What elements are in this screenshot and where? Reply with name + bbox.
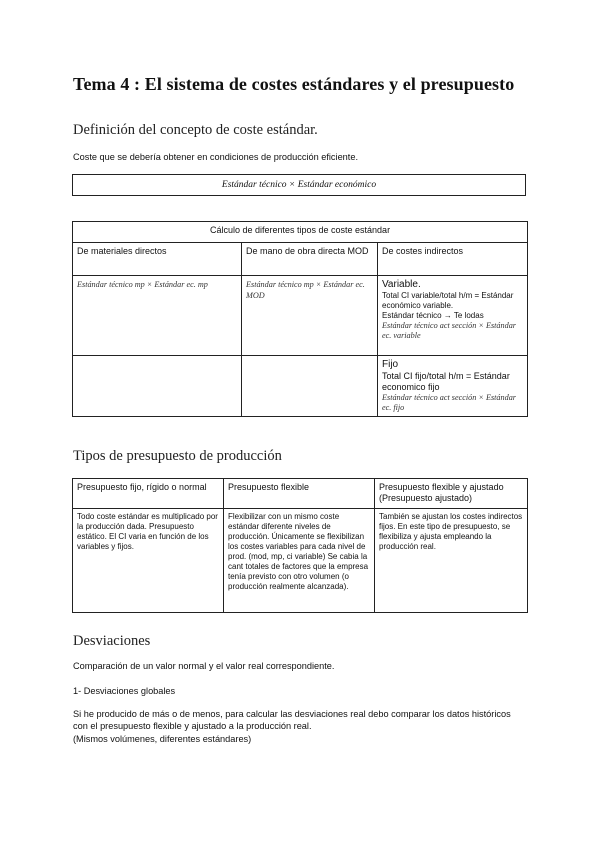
table-cell (73, 356, 242, 417)
variable-line-1: Total CI variable/total h/m = Estándar económico variable. (382, 291, 514, 310)
table-cell (378, 356, 528, 417)
page-title: Tema 4 : El sistema de costes estándares y el presupuesto (73, 74, 515, 94)
definicion-text: Coste que se debería obtener en condiciones de producción eficiente. (73, 152, 359, 162)
table-cell: También se ajustan los costes indirectos fijos. En este tipo de presupuesto, se flexibiliza y ajusta empleando la producción real. (375, 509, 528, 613)
fijo-formula: Estándar técnico act sección × Estándar ec. fijo (382, 393, 516, 412)
fijo-title: Fijo (382, 359, 399, 370)
mod-formula: Estándar técnico mp × Estándar ec. MOD (246, 280, 365, 300)
section-heading-definicion: Definición del concepto de coste estándar. (73, 122, 318, 138)
budget-types-table (72, 478, 528, 613)
table-header-cell: Presupuesto fijo, rígido o normal (73, 479, 224, 509)
materiales-formula: Estándar técnico mp × Estándar ec. mp (77, 280, 208, 289)
variable-line-2: Estándar técnico → Te lodas (382, 311, 484, 320)
table-cell (378, 276, 528, 356)
section-heading-desviaciones: Desviaciones (73, 633, 151, 649)
desviaciones-p4: (Mismos volúmenes, diferentes estándares) (73, 734, 252, 744)
desviaciones-p3: Si he producido de más o de menos, para calcular las desviaciones real debo comparar los datos históricos con el presupuesto flexible y ajustado a la producción real. (73, 709, 511, 731)
table-header-cell: De costes indirectos (378, 243, 528, 276)
table-cell (73, 276, 242, 356)
cost-types-table (72, 221, 528, 417)
table-header-cell: De materiales directos (73, 243, 242, 276)
fijo-line-1: Total CI fijo/total h/m = Estándar economico fijo (382, 371, 510, 392)
section-heading-presupuesto: Tipos de presupuesto de producción (73, 448, 282, 464)
table-cell (242, 276, 378, 356)
table-header-cell: Presupuesto flexible y ajustado (Presupuesto ajustado) (375, 479, 528, 509)
variable-formula: Estándar técnico act sección × Estándar ec. variable (382, 321, 516, 340)
table-header-cell: De mano de obra directa MOD (242, 243, 378, 276)
table-cell: Flexibilizar con un mismo coste estándar diferente niveles de producción. Únicamente se flexibilizan los costes variables para cada nivel de prod. (mod, mp, ci variable) Se cabia la cant totales de factores que la empresa tenía previsto con otro volumen (o producción realmente alcanzada). (224, 509, 375, 613)
desviaciones-p2: 1- Desviaciones globales (73, 686, 176, 696)
formula-box (72, 174, 526, 196)
table-cell (242, 356, 378, 417)
formula-text: Estándar técnico × Estándar económico (221, 180, 377, 190)
table-caption: Cálculo de diferentes tipos de coste estándar (73, 222, 528, 243)
variable-title: Variable. (382, 279, 421, 290)
table-header-cell: Presupuesto flexible (224, 479, 375, 509)
desviaciones-p1: Comparación de un valor normal y el valor real correspondiente. (73, 661, 335, 671)
table-cell: Todo coste estándar es multiplicado por la producción dada. Presupuesto estático. El CI varia en función de los variables y fijos. (73, 509, 224, 613)
